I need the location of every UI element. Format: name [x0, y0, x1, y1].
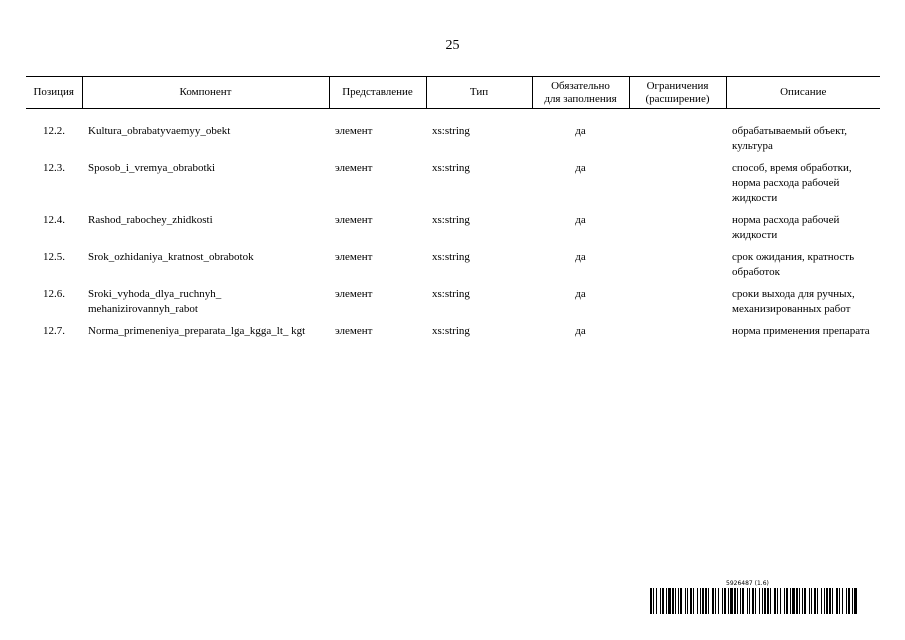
- cell-required: да: [575, 214, 586, 226]
- cell-type: xs:string: [432, 251, 470, 263]
- header-representation: Представление: [329, 77, 426, 109]
- barcode-label: 5926487 (1.6): [726, 580, 769, 587]
- cell-description: способ, время обработки, норма расхода рабочей жидкости: [732, 162, 852, 204]
- cell-description: норма применения препарата: [732, 325, 870, 337]
- cell-position: 12.3.: [43, 162, 65, 174]
- table-spacer: [26, 109, 880, 125]
- cell-component: Sroki_vyhoda_dlya_ruchnyh_ mehanizirovannyh_rabot: [88, 288, 222, 315]
- header-restrictions-line1: Ограничения: [646, 79, 709, 92]
- cell-component: Norma_primeneniya_preparata_lga_kgga_lt_ kgt: [88, 325, 306, 337]
- table-row: [26, 324, 880, 346]
- table-header: [26, 77, 880, 109]
- table-row: [26, 250, 880, 287]
- cell-required: да: [575, 288, 586, 300]
- cell-required: да: [575, 325, 586, 337]
- cell-representation: элемент: [335, 251, 373, 263]
- header-component: Компонент: [82, 77, 329, 109]
- cell-type: xs:string: [432, 162, 470, 174]
- cell-representation: элемент: [335, 325, 373, 337]
- table-row: [26, 213, 880, 250]
- header-required-line2: для заполнения: [544, 92, 617, 105]
- header-type: Тип: [426, 77, 532, 109]
- cell-position: 12.6.: [43, 288, 65, 300]
- cell-representation: элемент: [335, 214, 373, 226]
- cell-position: 12.4.: [43, 214, 65, 226]
- specification-table: [26, 76, 880, 346]
- cell-required: да: [575, 125, 586, 137]
- cell-description: сроки выхода для ручных, механизированных работ: [732, 288, 855, 315]
- table-body: [26, 109, 880, 347]
- header-position: Позиция: [26, 77, 82, 109]
- header-required-line1: Обязательно: [551, 79, 610, 92]
- cell-component: Srok_ozhidaniya_kratnost_obrabotok: [88, 251, 254, 263]
- cell-description: срок ожидания, кратность обработок: [732, 251, 855, 278]
- cell-restrictions: [629, 250, 726, 287]
- cell-description: обрабатываемый объект, культура: [732, 125, 847, 152]
- cell-type: xs:string: [432, 214, 470, 226]
- page-number: 25: [445, 38, 460, 53]
- cell-type: xs:string: [432, 325, 470, 337]
- cell-restrictions: [629, 161, 726, 213]
- header-restrictions-line2: (расширение): [645, 92, 710, 105]
- table-row: [26, 287, 880, 324]
- cell-component: Kultura_obrabatyvaemyy_obekt: [88, 125, 231, 137]
- cell-required: да: [575, 162, 586, 174]
- table-row: [26, 124, 880, 161]
- cell-representation: элемент: [335, 162, 373, 174]
- cell-type: xs:string: [432, 125, 470, 137]
- cell-restrictions: [629, 287, 726, 324]
- header-description: Описание: [726, 77, 880, 109]
- cell-component: Rashod_rabochey_zhidkosti: [88, 214, 213, 226]
- header-required: [532, 77, 629, 109]
- cell-type: xs:string: [432, 288, 470, 300]
- cell-restrictions: [629, 124, 726, 161]
- barcode-icon: [650, 588, 858, 614]
- table-row: [26, 161, 880, 213]
- cell-required: да: [575, 251, 586, 263]
- cell-position: 12.2.: [43, 125, 65, 137]
- cell-position: 12.5.: [43, 251, 65, 263]
- cell-representation: элемент: [335, 125, 373, 137]
- cell-representation: элемент: [335, 288, 373, 300]
- cell-component: Sposob_i_vremya_obrabotki: [88, 162, 216, 174]
- cell-restrictions: [629, 213, 726, 250]
- cell-position: 12.7.: [43, 325, 65, 337]
- cell-description: норма расхода рабочей жидкости: [732, 214, 840, 241]
- cell-restrictions: [629, 324, 726, 346]
- header-restrictions: [629, 77, 726, 109]
